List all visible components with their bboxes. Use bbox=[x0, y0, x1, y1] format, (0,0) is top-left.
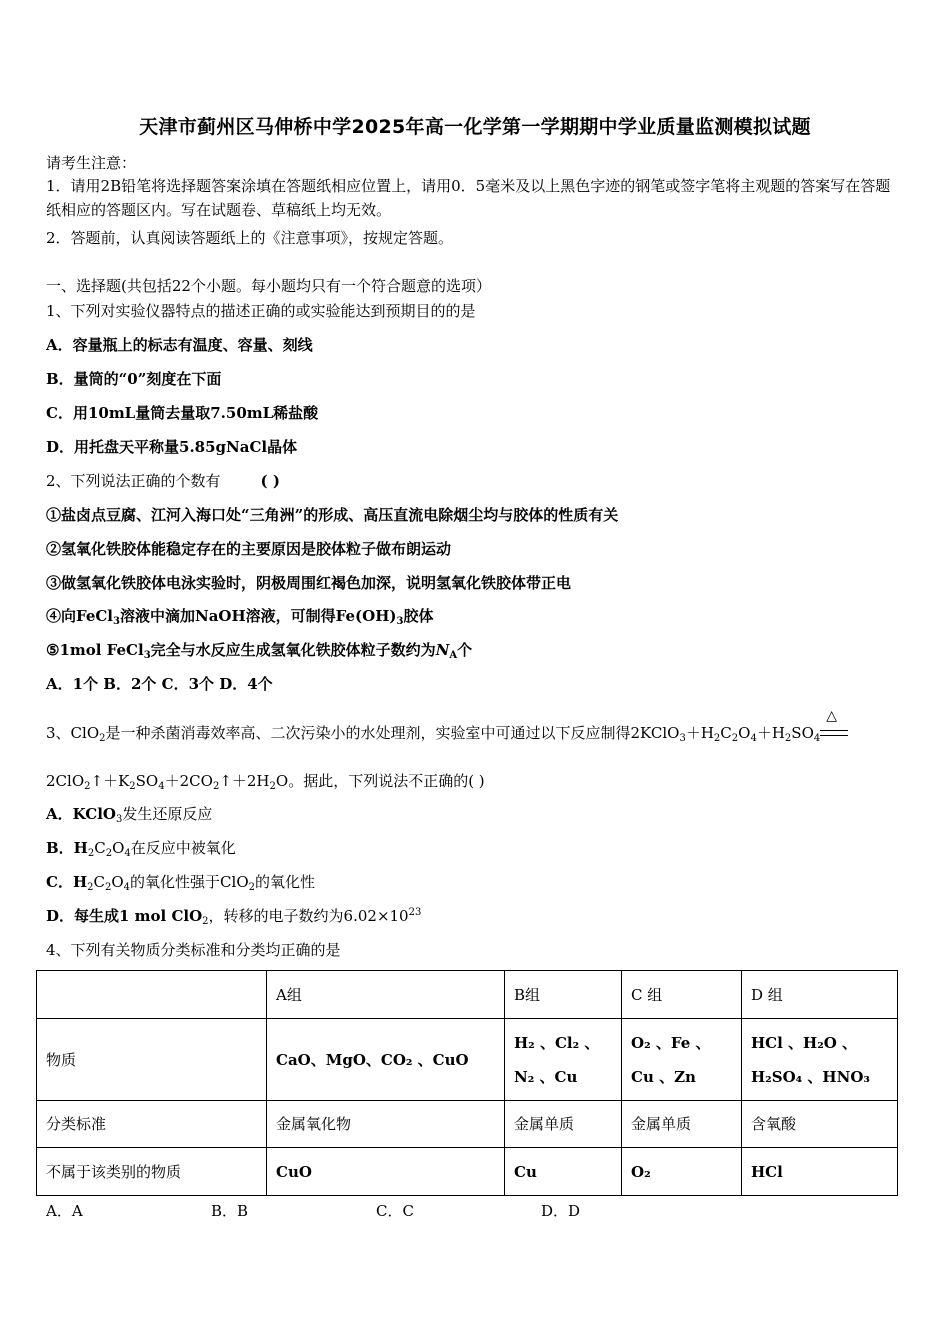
q3-stem: 3、ClO$_2$是一种杀菌消毒效率高、二次污染小的水处理剂，实验室中可通过以下反应制得$2KClO_3+H_2C_2O_4+H_2SO_4$ △ bbox=[46, 722, 848, 743]
q3-option-a: A．KClO$_3$发生还原反应 bbox=[46, 805, 213, 825]
table-header-cell bbox=[37, 971, 267, 1019]
q4-stem: 4、下列有关物质分类标准和分类均正确的是 bbox=[46, 941, 341, 959]
table-row bbox=[37, 1148, 898, 1196]
q1-option-b: B．量筒的“0”刻度在下面 bbox=[46, 370, 222, 388]
q4-option-b: B．B bbox=[211, 1202, 249, 1220]
notice-item-1: 1．请用2B铅笔将选择题答案涂填在答题纸相应位置上，请用0．5毫米及以上黑色字迹的钢笔或签字笔将主观题的答案写在答题纸相应的答题区内。写在试题卷、草稿纸上均无效。 bbox=[46, 177, 891, 219]
table-cell: H₂ 、Cl₂ 、 N₂ 、Cu bbox=[505, 1019, 622, 1101]
table-cell: 金属单质 bbox=[505, 1101, 622, 1148]
heat-triangle-icon: △ bbox=[826, 708, 838, 724]
table-cell: 含氧酸 bbox=[742, 1101, 898, 1148]
table-cell: Cu bbox=[505, 1148, 622, 1196]
q3-option-c: C．$H_2C_2O_4$的氧化性强于ClO$_2$的氧化性 bbox=[46, 873, 316, 893]
table-header-cell: B组 bbox=[505, 971, 622, 1019]
q4-option-d: D．D bbox=[541, 1202, 581, 1220]
q1-option-c: C．用10mL量筒去量取7.50mL稀盐酸 bbox=[46, 404, 319, 422]
q2-stem bbox=[46, 471, 280, 491]
q2-statement-5: ⑤1mol FeCl$_3$完全与水反应生成氢氧化铁胶体粒子数约为$N_A$个 bbox=[46, 641, 473, 661]
q2-statement-2: ②氢氧化铁胶体能稳定存在的主要原因是胶体粒子做布朗运动 bbox=[46, 540, 452, 558]
q3-option-d: D．每生成1 mol ClO$_2$，转移的电子数约为$6.02\times 10^{23}$ bbox=[46, 907, 422, 927]
q2-answer-paren: ( ) bbox=[260, 472, 280, 490]
table-cell: CuO bbox=[267, 1148, 505, 1196]
table-cell: 金属单质 bbox=[622, 1101, 742, 1148]
q2-options: A．1个 B．2个 C．3个 D．4个 bbox=[46, 675, 273, 693]
table-cell: CaO、MgO、CO₂ 、CuO bbox=[267, 1019, 505, 1101]
q1-option-d: D．用托盘天平称量5.85gNaCl晶体 bbox=[46, 438, 298, 456]
q1-stem: 1、下列对实验仪器特点的描述正确的或实验能达到预期目的的是 bbox=[46, 302, 476, 320]
table-cell: HCl 、H₂O 、 H₂SO₄ 、HNO₃ bbox=[742, 1019, 898, 1101]
row-label: 物质 bbox=[37, 1019, 267, 1101]
q2-stem-text: 2、下列说法正确的个数有 bbox=[46, 472, 221, 490]
table-cell: O₂ bbox=[622, 1148, 742, 1196]
table-header-cell: C 组 bbox=[622, 971, 742, 1019]
table-row bbox=[37, 1019, 898, 1101]
table-header-cell: D 组 bbox=[742, 971, 898, 1019]
heating-equals-sign bbox=[820, 708, 848, 742]
q1-option-a: A．容量瓶上的标志有温度、容量、刻线 bbox=[46, 336, 313, 354]
q2-statement-3: ③做氢氧化铁胶体电泳实验时，阴极周围红褐色加深，说明氢氧化铁胶体带正电 bbox=[46, 574, 572, 592]
table-cell: 金属氧化物 bbox=[267, 1101, 505, 1148]
table-row bbox=[37, 1101, 898, 1148]
q2-statement-4: ④向FeCl$_3$溶液中滴加NaOH溶液，可制得$Fe(OH)_3$胶体 bbox=[46, 607, 434, 627]
page-title: 天津市蓟州区马伸桥中学2025年高一化学第一学期期中学业质量监测模拟试题 bbox=[139, 116, 811, 138]
q4-option-a: A．A bbox=[46, 1202, 83, 1220]
table-header-row bbox=[37, 971, 898, 1019]
row-label: 不属于该类别的物质 bbox=[37, 1148, 267, 1196]
row-label: 分类标准 bbox=[37, 1101, 267, 1148]
q3-option-b: B．$H_2C_2O_4$在反应中被氧化 bbox=[46, 839, 236, 859]
section-heading: 一、选择题(共包括22个小题。每小题均只有一个符合题意的选项） bbox=[46, 277, 491, 295]
table-cell: HCl bbox=[742, 1148, 898, 1196]
notice-heading: 请考生注意： bbox=[46, 154, 137, 172]
table-cell: O₂ 、Fe 、 Cu 、Zn bbox=[622, 1019, 742, 1101]
q2-statement-1: ①盐卤点豆腐、江河入海口处“三角洲”的形成、高压直流电除烟尘均与胶体的性质有关 bbox=[46, 506, 619, 524]
notice-item-2: 2．答题前，认真阅读答题纸上的《注意事项》，按规定答题。 bbox=[46, 229, 454, 247]
classification-table bbox=[36, 970, 898, 1196]
table-header-cell: A组 bbox=[267, 971, 505, 1019]
q3-equation-products: $2ClO_2↑+K_2SO_4+2CO_2↑+2H_2O$。据此，下列说法不正确的( ) bbox=[46, 772, 485, 792]
q4-option-c: C．C bbox=[376, 1202, 414, 1220]
